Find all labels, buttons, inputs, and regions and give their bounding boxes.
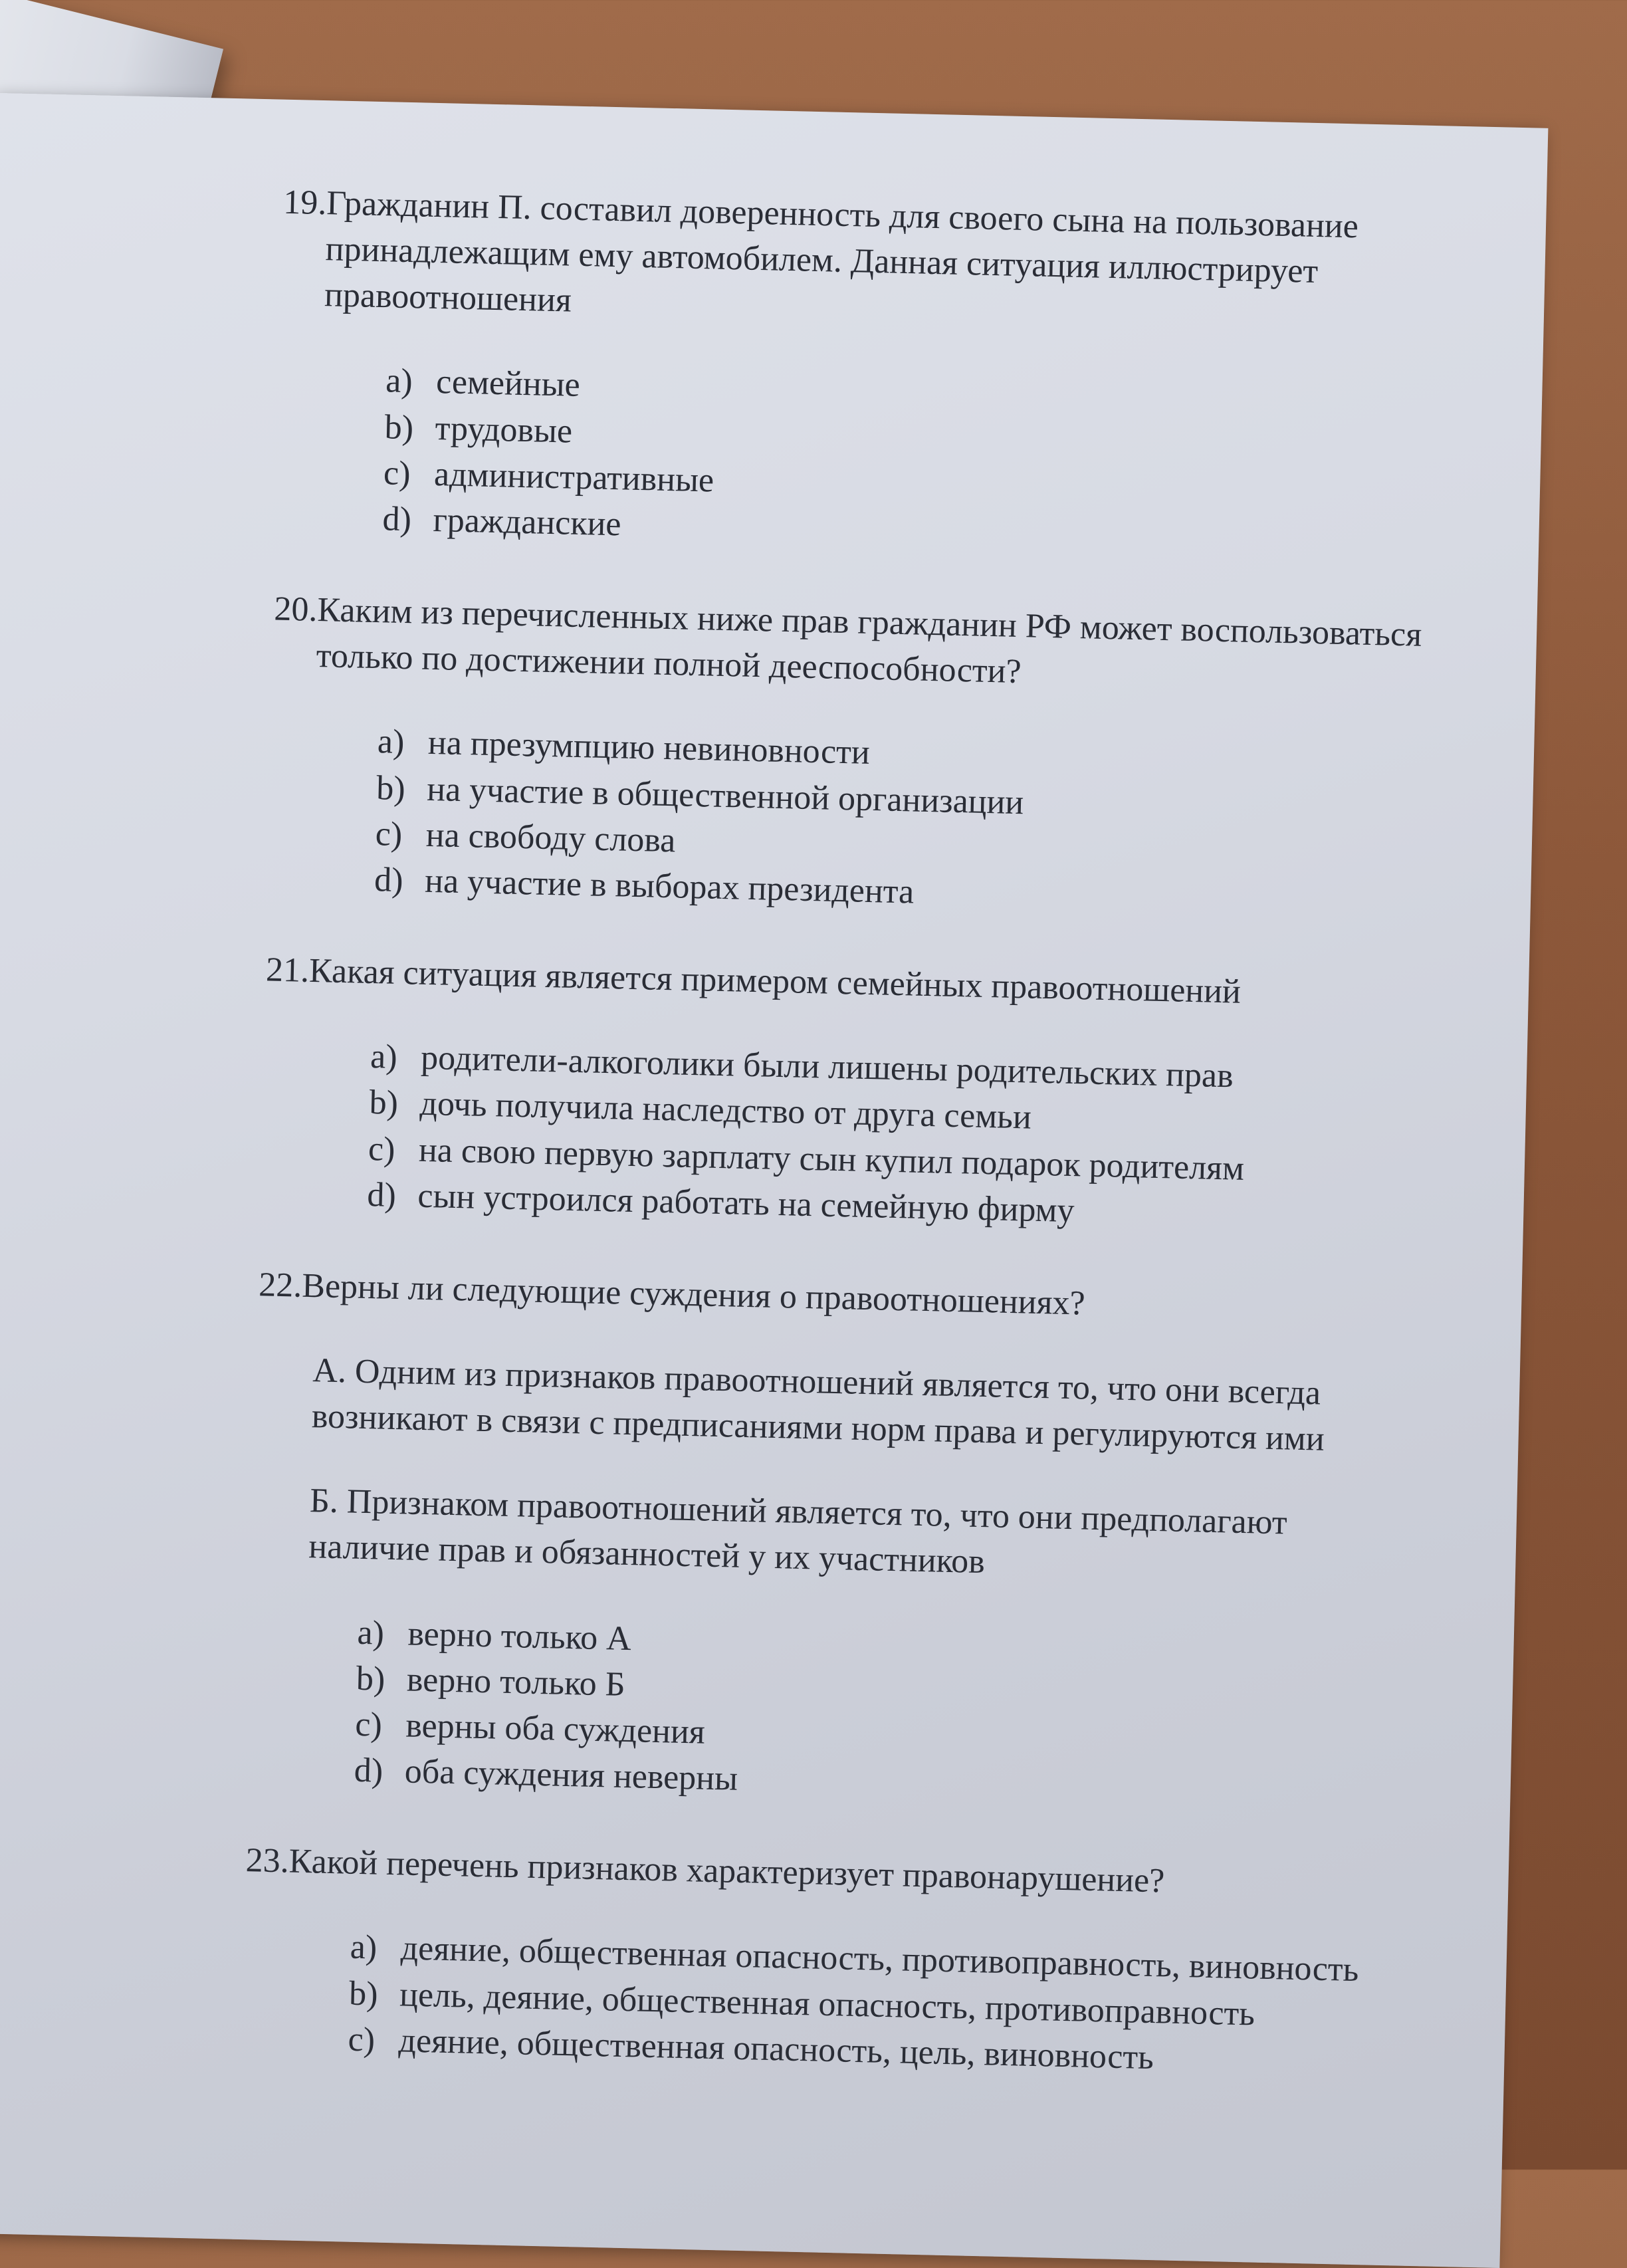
- question-20: [268, 586, 1444, 927]
- option-letter: d): [354, 1751, 383, 1790]
- option-text: деяние, общественная опасность, цель, виновность: [398, 2021, 1154, 2077]
- option-text: оба суждения неверны: [404, 1752, 738, 1798]
- answer-options: [354, 1609, 1421, 1817]
- option-letter: c): [368, 1129, 396, 1169]
- answer-options: [367, 1034, 1434, 1242]
- option-letter: a): [370, 1038, 398, 1077]
- answer-options: [382, 358, 1450, 566]
- option-text: сын устроился работать на семейную фирму: [417, 1177, 1075, 1230]
- option-text: трудовые: [435, 409, 573, 451]
- question-header: [245, 1837, 1416, 1910]
- statement-a: А. Одним из признаков правоотношений является то, что они всегда возникают в связи с предписаниями норм права и регулируются ими: [311, 1351, 1325, 1458]
- option-letter: a): [377, 723, 405, 762]
- option-text: цель, деяние, общественная опасность, противоправность: [399, 1975, 1255, 2033]
- option-text: на свою первую зарплату сын купил подарок родителям: [418, 1131, 1245, 1188]
- option-text: гражданские: [432, 501, 622, 544]
- question-text: Верны ли следующие суждения о правоотношениях?: [301, 1266, 1086, 1323]
- option-letter: a): [356, 1613, 385, 1652]
- question-text: Какая ситуация является примером семейных правоотношений: [308, 951, 1242, 1011]
- option-letter: c): [383, 454, 411, 493]
- option-letter: c): [354, 1705, 383, 1744]
- option-text: деяние, общественная опасность, противоправность, виновность: [400, 1929, 1359, 1989]
- option-text: на участие в выборах президента: [424, 861, 915, 911]
- option-letter: b): [356, 1659, 385, 1698]
- answer-options: [348, 1924, 1414, 2087]
- option-text: на свободу слова: [425, 816, 676, 860]
- option-text: семейные: [435, 363, 581, 405]
- option-text: на презумпцию невиновности: [427, 724, 871, 772]
- option-letter: d): [366, 1175, 397, 1214]
- option-letter: b): [376, 768, 406, 808]
- option-text: на участие в общественной организации: [426, 770, 1024, 822]
- test-sheet: [0, 93, 1548, 2268]
- option-letter: d): [381, 500, 412, 539]
- option-text: родители-алкоголики были лишены родительских прав: [420, 1038, 1234, 1095]
- option-text: дочь получила наследство от друга семьи: [419, 1085, 1032, 1137]
- question-19: [276, 179, 1454, 566]
- option-letter: b): [348, 1974, 379, 2013]
- questions-container: [240, 179, 1453, 2133]
- question-header: [259, 1262, 1429, 1334]
- question-number: 22.: [258, 1266, 303, 1305]
- option-text: верно только Б: [406, 1660, 626, 1704]
- question-23: [241, 1837, 1416, 2086]
- question-header: [265, 947, 1436, 1019]
- option-letter: a): [385, 362, 413, 401]
- question-22: [247, 1262, 1429, 1817]
- question-number: 20.: [273, 590, 318, 629]
- question-text: Каким из перечисленных ниже прав гражданин РФ может воспользоваться только по достижении полной дееспособности?: [316, 591, 1422, 691]
- question-number: 23.: [245, 1841, 290, 1880]
- option-letter: b): [384, 407, 414, 447]
- question-header: [272, 586, 1444, 705]
- question-text: Какой перечень признаков характеризует правонарушение?: [288, 1842, 1165, 1900]
- question-header: [280, 179, 1453, 344]
- option-text: верны оба суждения: [405, 1706, 706, 1752]
- option-letter: c): [348, 2020, 376, 2059]
- answer-options: [374, 719, 1442, 927]
- question-text: Гражданин П. составил доверенность для своего сына на пользование принадлежащим ему автомобилем. Данная ситуация иллюстрирует правоотношения: [324, 184, 1359, 320]
- question-number: 21.: [265, 951, 310, 990]
- option-letter: a): [350, 1928, 378, 1967]
- option-letter: b): [369, 1083, 399, 1123]
- option-text: административные: [433, 455, 714, 500]
- option-text: верно только А: [407, 1615, 632, 1658]
- question-number: 19.: [282, 183, 328, 223]
- option-letter: c): [375, 814, 403, 853]
- option-letter: d): [374, 860, 404, 899]
- statement-b: Б. Признаком правоотношений является то, что они предполагают наличие прав и обязанностей у их участников: [308, 1482, 1288, 1581]
- question-21: [261, 947, 1436, 1242]
